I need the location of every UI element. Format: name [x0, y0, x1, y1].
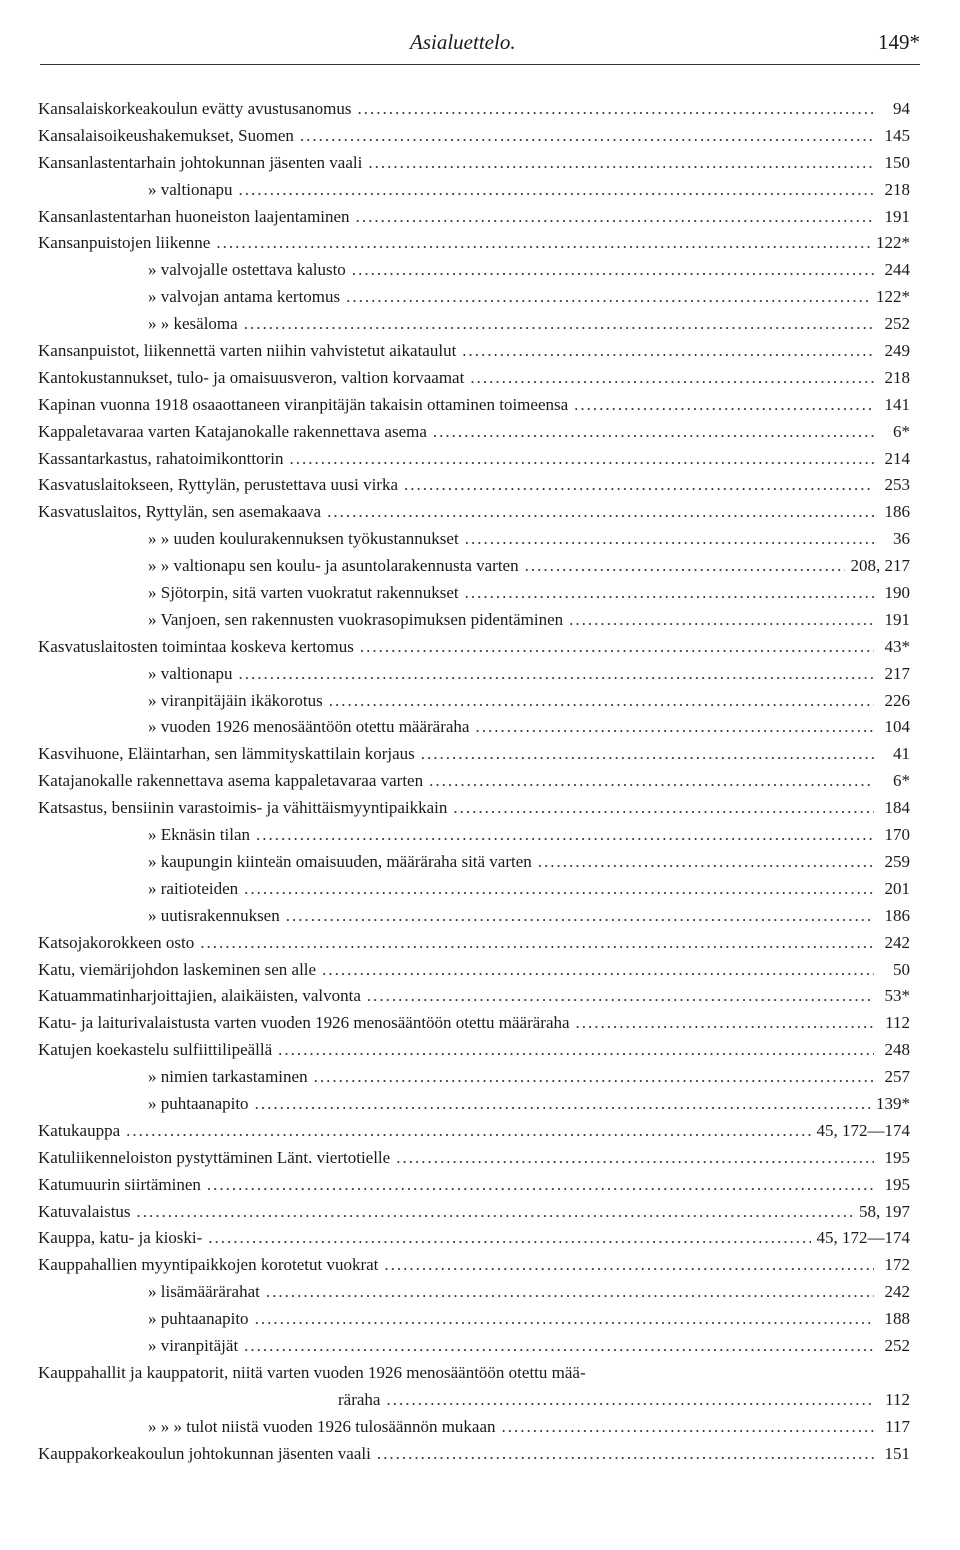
- leader-dots: [244, 311, 874, 338]
- entry-text: » puhtaanapito: [148, 1093, 249, 1113]
- leader-dots: [255, 1306, 874, 1333]
- entry-text: Kasvihuone, Eläintarhan, sen lämmityskattilain korjaus: [38, 744, 415, 764]
- entry-text: Katsastus, bensiinin varastoimis- ja vähittäismyyntipaikkain: [38, 798, 448, 818]
- entry-text: » puhtaanapito: [148, 1309, 249, 1329]
- entry-text: Kappaletavaraa varten Katajanokalle rakennettava asema: [38, 421, 427, 441]
- entry-text: » valtionapu: [148, 663, 233, 683]
- entry-pages: 252: [884, 314, 910, 334]
- leader-dots: [465, 526, 874, 553]
- index-entry: [38, 661, 910, 688]
- leader-dots: [574, 392, 874, 419]
- entry-text: Kansanpuistot, liikennettä varten niihin vahvistetut aikataulut: [38, 341, 457, 361]
- index-entry: [38, 553, 910, 580]
- entry-text: Katuliikenneloiston pystyttäminen Länt. viertotielle: [38, 1147, 391, 1167]
- entry-pages: 112: [885, 1013, 910, 1033]
- header-rule: [40, 64, 920, 65]
- index-entry: [38, 634, 910, 661]
- entry-pages: 53*: [884, 986, 910, 1006]
- leader-dots: [278, 1037, 874, 1064]
- entry-text: » valvojan antama kertomus: [148, 287, 341, 307]
- index-entry: [38, 741, 910, 768]
- leader-dots: [368, 150, 874, 177]
- index-entry: [38, 392, 910, 419]
- entry-pages: 218: [884, 367, 910, 387]
- entry-text: Kansanpuistojen liikenne: [38, 233, 211, 253]
- entry-pages: 94: [893, 99, 910, 118]
- entry-text: » valtionapu: [148, 179, 233, 199]
- leader-dots: [465, 580, 874, 607]
- leader-dots: [384, 1252, 874, 1279]
- index-entry: [38, 338, 910, 365]
- entry-text: » » uuden koulurakennuksen työkustannukset: [148, 529, 459, 549]
- index-entry: [38, 1387, 910, 1414]
- index-entry: [38, 311, 910, 338]
- entry-text: Kasvatuslaitokseen, Ryttylän, perustettava uusi virka: [38, 475, 399, 495]
- entry-pages: 249: [884, 341, 910, 361]
- index-entry: [38, 446, 910, 473]
- leader-dots: [329, 688, 874, 715]
- leader-dots: [256, 822, 874, 849]
- index-entry: [38, 472, 910, 499]
- entry-pages: 45, 172—174: [816, 1120, 910, 1140]
- index-entry: [38, 1414, 910, 1441]
- leader-dots: [525, 553, 845, 580]
- entry-text: Kansanlastentarhan huoneiston laajentaminen: [38, 206, 350, 226]
- entry-text: » Eknäsin tilan: [148, 825, 250, 845]
- entry-text: » Sjötorpin, sitä varten vuokratut rakennukset: [148, 583, 459, 603]
- index-entry: [38, 580, 910, 607]
- entry-text: » raitioteiden: [148, 878, 239, 898]
- index-entry: [38, 419, 910, 446]
- entry-text: Kauppakorkeakoulun johtokunnan jäsenten vaali: [38, 1443, 371, 1463]
- entry-pages: 122*: [876, 287, 910, 307]
- entry-text: Katujen koekastelu sulfiittilipeällä: [38, 1040, 273, 1060]
- index-entry: [38, 795, 910, 822]
- entry-pages: 141: [884, 394, 910, 414]
- leader-dots: [429, 768, 874, 795]
- leader-dots: [239, 177, 874, 204]
- leader-dots: [239, 661, 874, 688]
- index-entry: [38, 983, 910, 1010]
- subject-index-list: [38, 96, 910, 1467]
- index-entry: [38, 849, 910, 876]
- leader-dots: [286, 903, 874, 930]
- leader-dots: [327, 499, 874, 526]
- entry-pages: 151: [884, 1443, 910, 1463]
- entry-text: » nimien tarkastaminen: [148, 1067, 308, 1087]
- entry-text: Katukauppa: [38, 1120, 121, 1140]
- entry-pages: 253: [884, 475, 910, 495]
- index-entry: [38, 204, 910, 231]
- leader-dots: [358, 96, 875, 123]
- page-header: [40, 30, 920, 60]
- leader-dots: [576, 1010, 874, 1037]
- entry-pages: 242: [884, 1282, 910, 1302]
- leader-dots: [255, 1091, 870, 1118]
- leader-dots: [356, 204, 874, 231]
- entry-pages: 208, 217: [850, 556, 910, 576]
- leader-dots: [360, 634, 874, 661]
- entry-pages: 41: [893, 744, 910, 764]
- entry-text: Katumuurin siirtäminen: [38, 1174, 201, 1194]
- entry-text: Kassantarkastus, rahatoimikonttorin: [38, 448, 284, 468]
- leader-dots: [126, 1118, 810, 1145]
- leader-dots: [137, 1199, 853, 1226]
- index-entry: [38, 1091, 910, 1118]
- entry-pages: 58, 197: [859, 1201, 910, 1221]
- entry-pages: 186: [884, 502, 910, 522]
- index-entry: [38, 1010, 910, 1037]
- index-entry: [38, 96, 910, 123]
- leader-dots: [433, 419, 874, 446]
- entry-text: Kauppa, katu- ja kioski-: [38, 1228, 203, 1248]
- index-entry: [38, 1199, 910, 1226]
- entry-text: » » kesäloma: [148, 314, 238, 334]
- entry-text: räraha: [338, 1389, 381, 1409]
- index-entry: [38, 822, 910, 849]
- leader-dots: [377, 1441, 874, 1468]
- entry-pages: 172: [884, 1255, 910, 1275]
- leader-dots: [396, 1145, 874, 1172]
- entry-pages: 191: [884, 609, 910, 629]
- index-entry: [38, 284, 910, 311]
- index-entry: [38, 1172, 910, 1199]
- leader-dots: [266, 1279, 874, 1306]
- entry-pages: 36: [893, 529, 910, 549]
- leader-dots: [200, 930, 874, 957]
- entry-pages: 218: [884, 179, 910, 199]
- index-entry: [38, 1118, 910, 1145]
- entry-text: » » valtionapu sen koulu- ja asuntolarakennusta varten: [148, 556, 519, 576]
- index-entry: [38, 607, 910, 634]
- index-entry: [38, 876, 910, 903]
- index-entry: [38, 257, 910, 284]
- entry-text: » vuoden 1926 menosääntöön otettu määräraha: [148, 717, 470, 737]
- index-entry: [38, 365, 910, 392]
- entry-pages: 50: [893, 959, 910, 979]
- index-entry: [38, 1064, 910, 1091]
- entry-pages: 6*: [893, 771, 910, 791]
- entry-text: » valvojalle ostettava kalusto: [148, 260, 346, 280]
- index-entry: [38, 1306, 910, 1333]
- leader-dots: [421, 741, 874, 768]
- leader-dots: [290, 446, 874, 473]
- entry-text: » viranpitäjäin ikäkorotus: [148, 690, 323, 710]
- entry-text: Katsojakorokkeen osto: [38, 932, 195, 952]
- leader-dots: [475, 714, 874, 741]
- entry-text: » uutisrakennuksen: [148, 905, 280, 925]
- entry-text: Kansanlastentarhain johtokunnan jäsenten vaali: [38, 152, 363, 172]
- entry-pages: 248: [884, 1040, 910, 1060]
- leader-dots: [207, 1172, 874, 1199]
- entry-pages: 195: [884, 1174, 910, 1194]
- index-entry: [38, 123, 910, 150]
- entry-pages: 112: [885, 1389, 910, 1409]
- index-entry: [38, 1145, 910, 1172]
- entry-text: Katuvalaistus: [38, 1201, 131, 1221]
- index-entry: [38, 903, 910, 930]
- entry-text: Kapinan vuonna 1918 osaaottaneen viranpitäjän takaisin ottaminen toimeensa: [38, 394, 569, 414]
- entry-text: » » » tulot niistä vuoden 1926 tulosäännön mukaan: [148, 1416, 496, 1436]
- index-entry: [38, 1279, 910, 1306]
- entry-pages: 252: [884, 1335, 910, 1355]
- leader-dots: [244, 876, 874, 903]
- entry-pages: 226: [884, 690, 910, 710]
- leader-dots: [322, 957, 874, 984]
- index-entry: [38, 1252, 910, 1279]
- index-entry: [38, 230, 910, 257]
- entry-pages: 117: [885, 1416, 910, 1436]
- entry-text: Kansalaiskorkeakoulun evätty avustusanomus: [38, 99, 352, 118]
- entry-pages: 191: [884, 206, 910, 226]
- index-entry: [38, 150, 910, 177]
- entry-text: Kauppahallit ja kauppatorit, niitä varten vuoden 1926 menosääntöön otettu mää-: [38, 1362, 586, 1382]
- entry-text: Katuammatinharjoittajien, alaikäisten, valvonta: [38, 986, 361, 1006]
- entry-text: » kaupungin kiinteän omaisuuden, määräraha sitä varten: [148, 851, 532, 871]
- index-entry: [38, 688, 910, 715]
- entry-pages: 259: [884, 851, 910, 871]
- index-entry: [38, 526, 910, 553]
- entry-pages: 257: [884, 1067, 910, 1087]
- entry-pages: 244: [884, 260, 910, 280]
- leader-dots: [352, 257, 874, 284]
- leader-dots: [502, 1414, 874, 1441]
- entry-pages: 184: [884, 798, 910, 818]
- index-entry: [38, 957, 910, 984]
- index-entry: [38, 930, 910, 957]
- leader-dots: [346, 284, 870, 311]
- index-entry: [38, 177, 910, 204]
- entry-text: » viranpitäjät: [148, 1335, 239, 1355]
- index-entry: [38, 1441, 910, 1468]
- entry-text: Kasvatuslaitos, Ryttylän, sen asemakaava: [38, 502, 322, 522]
- entry-pages: 201: [884, 878, 910, 898]
- leader-dots: [314, 1064, 874, 1091]
- index-entry: [38, 499, 910, 526]
- entry-text: Kansalaisoikeushakemukset, Suomen: [38, 125, 294, 145]
- entry-text: Kantokustannukset, tulo- ja omaisuusveron, valtion korvaamat: [38, 367, 465, 387]
- index-entry: [38, 714, 910, 741]
- page-title: Asialuettelo.: [410, 30, 516, 54]
- entry-pages: 150: [884, 152, 910, 172]
- index-entry: [38, 1333, 910, 1360]
- leader-dots: [216, 230, 870, 257]
- leader-dots: [386, 1387, 874, 1414]
- entry-pages: 242: [884, 932, 910, 952]
- entry-text: Katajanokalle rakennettava asema kappaletavaraa varten: [38, 771, 424, 791]
- entry-pages: 190: [884, 583, 910, 603]
- leader-dots: [244, 1333, 874, 1360]
- index-entry: [38, 1360, 910, 1387]
- leader-dots: [470, 365, 874, 392]
- entry-text: Katu, viemärijohdon laskeminen sen alle: [38, 959, 317, 979]
- entry-text: Kauppahallien myyntipaikkojen korotetut vuokrat: [38, 1255, 379, 1275]
- entry-pages: 45, 172—174: [816, 1228, 910, 1248]
- entry-pages: 170: [884, 825, 910, 845]
- entry-text: Kasvatuslaitosten toimintaa koskeva kertomus: [38, 636, 354, 656]
- leader-dots: [404, 472, 874, 499]
- leader-dots: [300, 123, 874, 150]
- entry-text: » lisämäärärahat: [148, 1282, 260, 1302]
- leader-dots: [538, 849, 874, 876]
- entry-pages: 195: [884, 1147, 910, 1167]
- entry-pages: 186: [884, 905, 910, 925]
- page-number: 149*: [878, 30, 920, 54]
- leader-dots: [462, 338, 874, 365]
- index-entry: [38, 1037, 910, 1064]
- leader-dots: [208, 1225, 810, 1252]
- entry-pages: 43*: [884, 636, 910, 656]
- index-entry: [38, 768, 910, 795]
- entry-text: Katu- ja laiturivalaistusta varten vuoden 1926 menosääntöön otettu määräraha: [38, 1013, 570, 1033]
- entry-pages: 145: [884, 125, 910, 145]
- entry-pages: 139*: [876, 1093, 910, 1113]
- entry-pages: 188: [884, 1309, 910, 1329]
- index-entry: [38, 1225, 910, 1252]
- entry-pages: 104: [884, 717, 910, 737]
- leader-dots: [453, 795, 874, 822]
- entry-pages: 6*: [893, 421, 910, 441]
- leader-dots: [367, 983, 874, 1010]
- entry-pages: 217: [884, 663, 910, 683]
- entry-text: » Vanjoen, sen rakennusten vuokrasopimuksen pidentäminen: [148, 609, 564, 629]
- entry-pages: 214: [884, 448, 910, 468]
- entry-pages: 122*: [876, 233, 910, 253]
- leader-dots: [569, 607, 874, 634]
